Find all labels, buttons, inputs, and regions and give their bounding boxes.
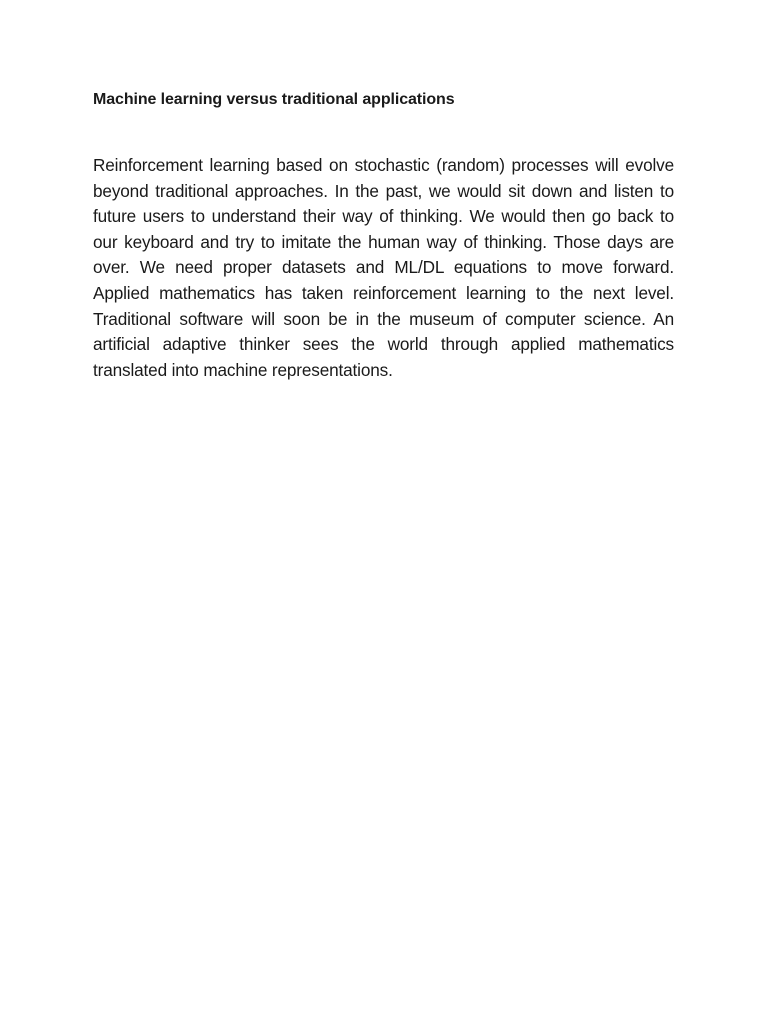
section-heading: Machine learning versus traditional applications bbox=[93, 91, 455, 108]
body-paragraph: Reinforcement learning based on stochastic (random) processes will evolve beyond traditional approaches. In the past, we would sit down and listen to future users to understand their way of thinking. We would then go back to our keyboard and try to imitate the human way of thinking. Those days are over. We need proper datasets and ML/DL equations to move forward. Applied mathematics has taken reinforcement learning to the next level. Traditional software will soon be in the museum of computer science. An artificial adaptive thinker sees the world through applied mathematics translated into machine representations. bbox=[93, 155, 674, 380]
document-content bbox=[93, 89, 674, 383]
